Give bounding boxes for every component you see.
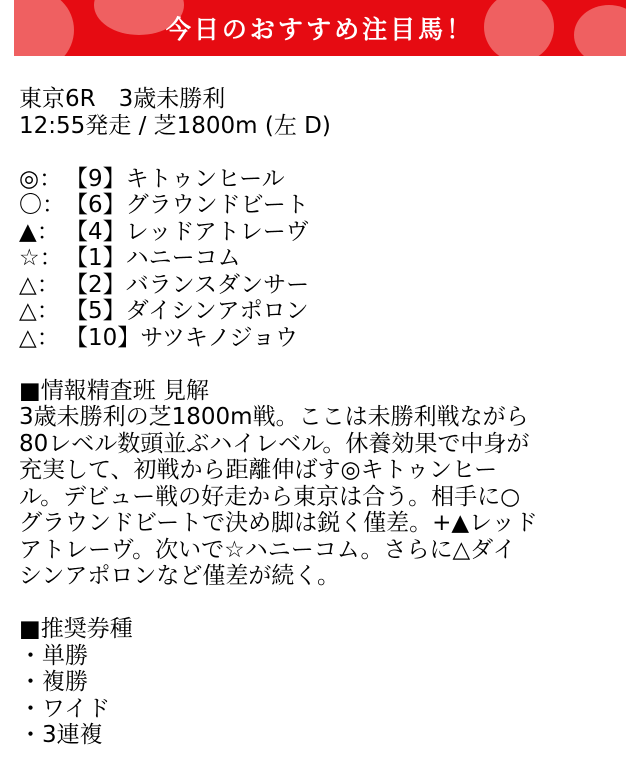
analysis-line: シンアポロンなど僅差が続く。 [19,563,340,589]
ticket-item: ・ワイド [19,695,111,722]
pick-row [19,298,619,325]
tickets-heading: ■推奨券種 [19,616,133,642]
horse-number: 【1】 [65,245,126,271]
pick-row [19,219,619,246]
horse-name: ハニーコム [125,245,241,271]
pick-row [19,272,619,299]
pick-mark: △： [19,324,60,351]
horse-number: 【6】 [65,192,126,218]
analysis-line: アトレーヴ。次いで☆ハニーコム。さらに△ダイ [19,536,516,563]
ticket-item: ・複勝 [19,669,88,695]
tickets-list [19,643,619,749]
pick-row [19,192,619,219]
horse-name: ダイシンアポロン [125,298,309,324]
spacer [19,351,619,378]
analysis-line: 3歳未勝利の芝1800m戦。ここは未勝利戦ながら [19,404,529,430]
spacer [19,590,619,617]
pick-mark: ◎： [19,165,63,192]
horse-number: 【4】 [65,218,126,245]
analysis-line: グラウンドビートで決め脚は鋭く僅差。+▲レッド [19,510,538,536]
horse-name: キトゥンヒール [125,165,285,192]
analysis-line: ル。デビュー戦の好走から東京は合う。相手に○ [19,483,521,510]
pick-row [19,166,619,193]
horse-number: 【2】 [65,271,126,298]
pick-mark: △： [19,271,60,298]
horse-number: 【9】 [65,165,126,192]
race-name: 東京6R 3歳未勝利 [19,86,226,112]
pick-mark: ☆： [19,245,63,271]
horse-name: グラウンドビート [125,192,309,218]
ticket-item: ・3連複 [19,722,103,748]
pick-row [19,325,619,352]
horse-name: サツキノジョウ [140,324,299,351]
horse-number: 【5】 [65,298,126,324]
pick-mark: △： [19,298,60,324]
main-content [19,86,619,749]
analysis-text [19,404,619,590]
ticket-item: ・単勝 [19,642,88,669]
analysis-heading: ■情報精査班 見解 [19,377,210,404]
pick-mark: 〇： [19,192,65,218]
header-banner [14,0,626,56]
horse-name: レッドアトレーヴ [125,218,309,245]
pick-row [19,245,619,272]
horse-number: 【10】 [65,324,141,351]
banner-title: 今日のおすすめ注目馬！ [165,15,475,44]
spacer [19,139,619,166]
picks-list [19,166,619,352]
horse-name: バランスダンサー [125,271,310,298]
analysis-line: 充実して、初戦から距離伸ばす◎キトゥンヒー [19,457,498,483]
analysis-line: 80レベル数頭並ぶハイレベル。休養効果で中身が [19,430,530,457]
pick-mark: ▲： [19,218,60,245]
race-details: 12:55発走 / 芝1800m (左 D) [19,112,331,139]
